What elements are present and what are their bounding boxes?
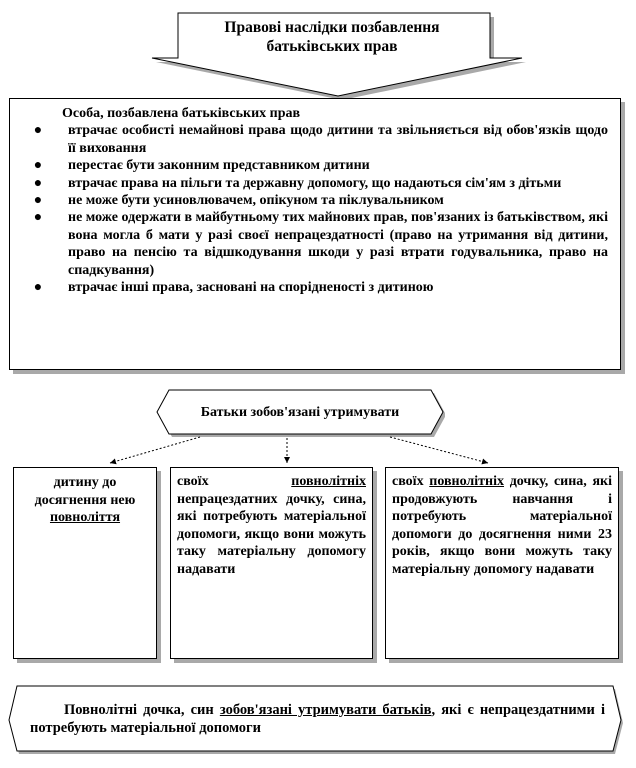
col3-emphasis: повнолітніх: [429, 474, 505, 489]
hexagon-label: Батьки зобов'язані утримувати: [200, 405, 400, 420]
list-item-text: втрачає особисті немайнові права щодо дитини та звільняється від обов'язків щодо її виховання: [68, 123, 608, 156]
bullet-icon: ●: [33, 123, 43, 139]
diagram-title: [182, 18, 482, 56]
bullet-icon: ●: [33, 210, 43, 226]
list-item: [22, 192, 608, 209]
bullet-icon: ●: [33, 280, 43, 296]
consequences-lead: Особа, позбавлена батьківських прав: [62, 106, 301, 121]
consequences-box: [9, 98, 621, 370]
col2-text-2: непрацездатних дочку, сина, які потребують матеріальної допомоги, якщо вони можуть таку матеріальну допомогу надавати: [177, 491, 366, 577]
list-item-text: втрачає права на пільги та державну допомогу, що надаються сім'ям з дітьми: [68, 175, 562, 191]
bullet-icon: ●: [33, 175, 43, 191]
obligation-adult-student: [385, 467, 619, 659]
obligation-minor-child: [13, 467, 157, 659]
col3-text-2: дочку, сина, які продовжують навчання і потребують матеріальної допомоги до досягнення ними 23 років, якщо вони можуть таку матеріальну допомогу надавати: [392, 474, 613, 577]
list-item: [22, 175, 608, 192]
children-obligation-text: [30, 701, 605, 737]
title-line-1: Правові наслідки позбавлення: [224, 19, 440, 36]
col2-text-1: своїх: [177, 474, 209, 489]
arrow-left: [110, 437, 200, 463]
final-emphasis: зобов'язані утримувати батьків: [219, 702, 432, 718]
arrow-right: [390, 437, 488, 463]
list-item: [22, 122, 608, 157]
bullet-icon: ●: [33, 158, 43, 174]
obligation-adult-disabled: [170, 467, 373, 659]
bullet-icon: ●: [33, 193, 43, 209]
list-item-text: не може одержати в майбутньому тих майнових прав, пов'язаних із батьківством, які вона могла б мати у разі своєї непрацездатності (право на утримання від дитини, право на пенсію та відшкодування шкоди у разі втрати годувальника, право на спадкування): [68, 210, 608, 278]
list-item-text: не може бути усиновлювачем, опікуном та піклувальником: [68, 193, 444, 209]
list-item: [22, 157, 608, 174]
consequences-list: [22, 122, 608, 296]
list-item: [22, 279, 608, 296]
list-item: [22, 209, 608, 279]
list-item-text: перестає бути законним представником дитини: [68, 158, 370, 174]
col2-emphasis: повнолітніх: [291, 474, 366, 489]
col1-emphasis: повноліття: [49, 510, 121, 526]
title-line-2: батьківських прав: [266, 38, 398, 55]
col1-text: дитину до досягнення нею: [34, 475, 136, 508]
final-text-1: Повнолітні дочка, син: [64, 702, 214, 718]
list-item-text: втрачає інші права, засновані на спорідненості з дитиною: [68, 280, 434, 296]
col3-text-1: своїх: [392, 474, 424, 489]
final-text-2: , які є непрацездатними і потребують матеріальної допомоги: [30, 702, 606, 736]
